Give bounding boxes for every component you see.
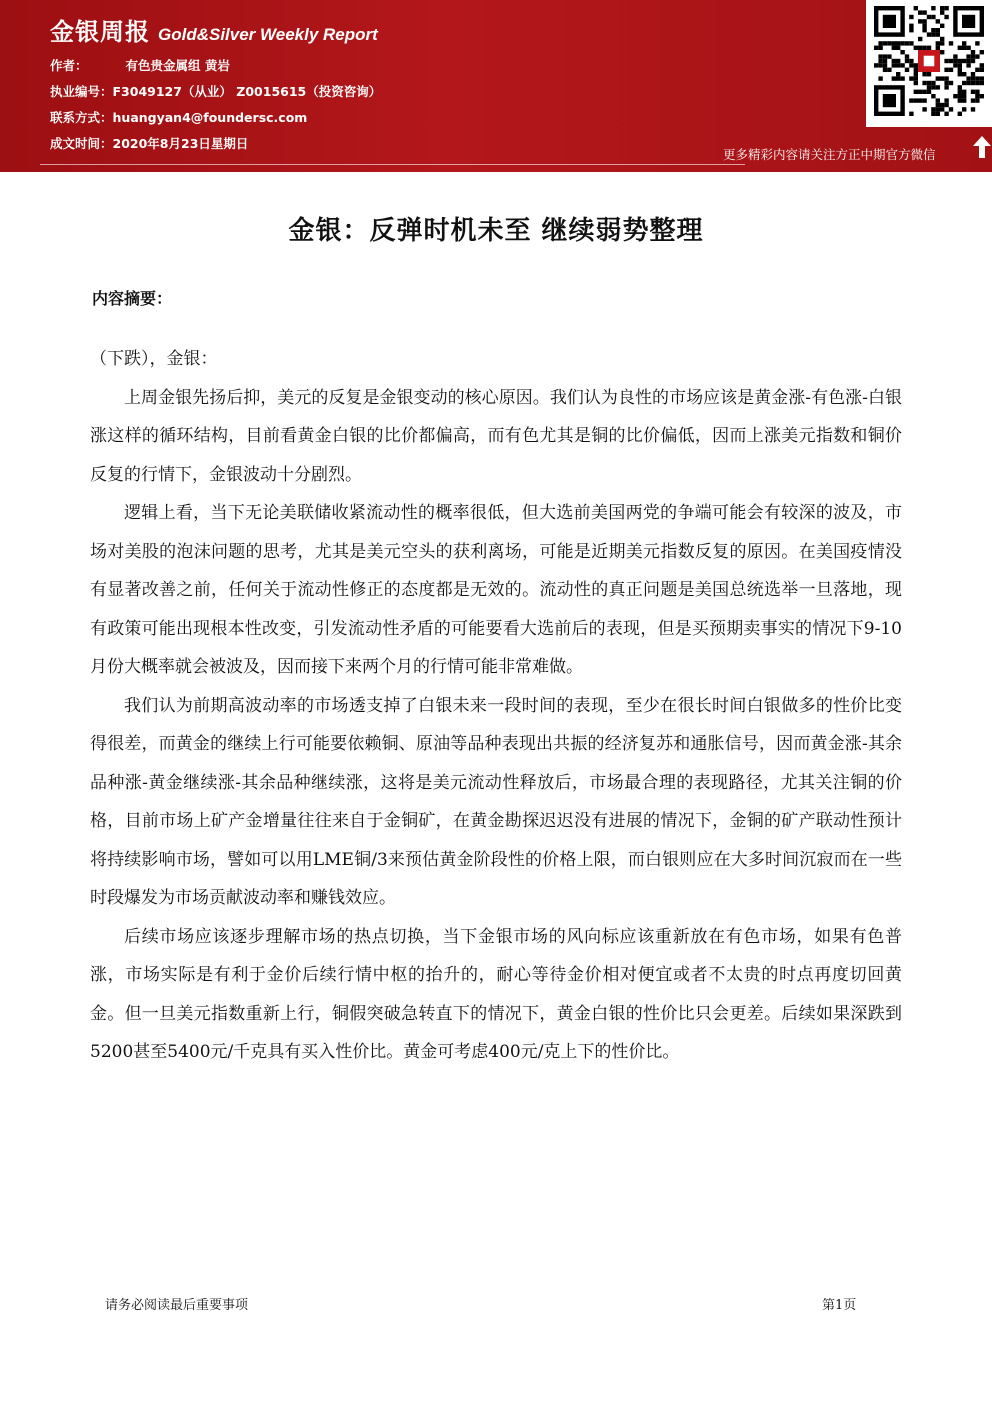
contact-email[interactable]: huangyan4@foundersc.com [112,110,308,125]
report-title: 金银：反弹时机未至 继续弱势整理 [288,216,704,246]
brand-name-cn: 金银周报 [50,18,150,46]
date-value: 2020年8月23日星期日 [112,136,249,151]
qr-code-graphic [874,6,986,120]
body-paragraph: 我们认为前期高波动率的市场透支掉了白银未来一段时间的表现，至少在很长时间白银做多的性价比变得很差，而黄金的继续上行可能要依赖铜、原油等品种表现出共振的经济复苏和通胀信号，因而黄金涨-其余品种涨-黄金继续涨-其余品种继续涨，这将是美元流动性释放后，市场最合理的表现路径，尤其关注铜的价格，目前市场上矿产金增量往往来自于金铜矿，在黄金勘探迟迟没有进展的情况下，金铜的矿产联动性预计将持续影响市场，譬如可以用LME铜/3来预估黄金阶段性的价格上限，而白银则应在大多时间沉寂而在一些时段爆发为市场贡献波动率和赚钱效应。 [90,695,902,908]
follow-wechat-text: 更多精彩内容请关注方正中期官方微信 [723,147,936,162]
footer-notice: 请务必阅读最后重要事项 [105,1298,249,1313]
author-line [50,56,230,74]
date-label: 成文时间： [50,136,113,151]
license-value: F3049127（从业） Z0015615（投资咨询） [112,84,382,99]
body-paragraph: 逻辑上看，当下无论美联储收紧流动性的概率很低，但大选前美国两党的争端可能会有较深的波及，市场对美股的泡沫问题的思考，尤其是美元空头的获利离场，可能是近期美元指数反复的原因。在美国疫情没有显著改善之前，任何关于流动性修正的态度都是无效的。流动性的真正问题是美国总统选举一旦落地，现有政策可能出现根本性改变，引发流动性矛盾的可能要看大选前后的表现，但是买预期卖事实的情况下9-10月份大概率就会被波及，因而接下来两个月的行情可能非常难做。 [90,503,902,677]
qr-code-icon [866,0,992,127]
contact-line [50,108,307,126]
license-line [50,82,381,100]
up-arrow-icon [973,136,991,158]
body-paragraph-lead: （下跌），金银： [90,349,218,369]
brand-name-en: Gold&Silver Weekly Report [158,25,378,44]
contact-label: 联系方式： [50,110,113,125]
report-body [90,340,902,1072]
brand [50,12,378,47]
date-line [50,134,248,152]
header-divider [40,164,745,165]
body-paragraph: 后续市场应该逐步理解市场的热点切换，当下金银市场的风向标应该重新放在有色市场，如果有色普涨，市场实际是有利于金价后续行情中枢的抬升的，耐心等待金价相对便宜或者不太贵的时点再度切回黄金。但一旦美元指数重新上行，铜假突破急转直下的情况下，黄金白银的性价比只会更差。后续如果深跌到5200甚至5400元/千克具有买入性价比。黄金可考虑400元/克上下的性价比。 [90,926,902,1062]
license-label: 执业编号： [50,84,113,99]
author-label: 作者： [50,58,88,73]
report-header [0,0,992,172]
summary-label: 内容摘要： [92,289,173,308]
author-value: 有色贵金属组 黄岩 [125,58,230,73]
body-paragraph: 上周金银先扬后抑，美元的反复是金银变动的核心原因。我们认为良性的市场应该是黄金涨-有色涨-白银涨这样的循环结构，目前看黄金白银的比价都偏高，而有色尤其是铜的比价偏低，因而上涨美元指数和铜价反复的行情下，金银波动十分剧烈。 [90,387,902,485]
page-number: 第1页 [822,1298,857,1313]
